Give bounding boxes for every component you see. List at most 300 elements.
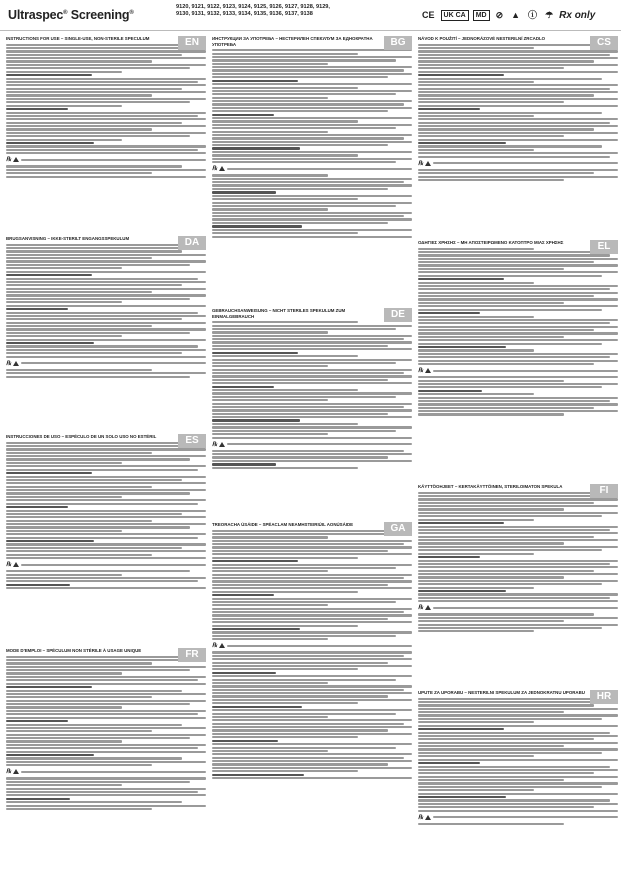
text-line: [212, 392, 412, 394]
text-line: [418, 349, 534, 351]
text-line: [212, 93, 396, 95]
text-line: [6, 176, 206, 178]
section-title: GEBRAUCHSANWEISUNG – NICHT STERILES SPEKULUM ZUM EINMALGEBRAUCH: [212, 308, 346, 319]
text-line: [212, 372, 404, 374]
text-line: [212, 218, 412, 220]
section-fi: [418, 484, 618, 686]
text-line: [6, 713, 198, 715]
text-line: [6, 84, 206, 86]
text-line: [6, 672, 122, 674]
text-line: [6, 335, 122, 337]
text-line: [418, 799, 610, 801]
text-line: [6, 352, 182, 354]
text-line: [6, 520, 152, 522]
text-line: [212, 685, 412, 687]
text-line: [418, 309, 602, 311]
subheading-line: [418, 312, 480, 314]
text-line: [212, 760, 412, 762]
caution-icon: [425, 815, 431, 820]
text-line: [418, 515, 602, 517]
text-line: [418, 176, 618, 178]
text-line: [212, 540, 412, 542]
text-line: [6, 486, 152, 488]
section-de: [212, 308, 412, 518]
text-line: [418, 732, 610, 734]
subheading-line: [6, 342, 94, 344]
text-line: [418, 115, 534, 117]
text-line: [212, 195, 412, 197]
text-line: [212, 66, 412, 68]
text-line: [418, 593, 618, 595]
text-line: [418, 67, 564, 69]
section-en: [6, 36, 206, 232]
text-line: [212, 453, 412, 455]
body-text: [6, 656, 206, 811]
caution-icon: [219, 442, 225, 447]
text-line: [6, 476, 206, 478]
text-line: [418, 752, 602, 754]
text-line: [6, 537, 198, 539]
text-line: [212, 553, 412, 555]
text-line: [212, 188, 388, 190]
subheading-line: [6, 540, 94, 542]
text-line: [6, 543, 206, 545]
text-line: [212, 416, 412, 418]
text-line: [212, 536, 328, 538]
text-line: [6, 125, 206, 127]
text-line: [6, 81, 198, 83]
text-line: [6, 94, 152, 96]
lang-tag: DA: [178, 236, 206, 250]
text-line: [212, 151, 412, 153]
text-line: [418, 94, 594, 96]
refs-line-1: 9120, 9121, 9122, 9123, 9124, 9125, 9126, 9127, 9128, 9129,: [176, 4, 330, 10]
text-line: [212, 205, 396, 207]
text-line: [418, 356, 610, 358]
text-line: [212, 763, 388, 765]
text-line: [418, 526, 618, 528]
text-line: [418, 360, 618, 362]
text-line: [6, 98, 206, 100]
text-line: [418, 782, 618, 784]
text-line: [212, 423, 358, 425]
text-line: [6, 122, 182, 124]
text-line: [6, 149, 198, 151]
text-line: [212, 161, 396, 163]
text-line: [6, 777, 206, 779]
text-line: [6, 57, 206, 59]
text-line: [212, 325, 412, 327]
text-line: [6, 60, 152, 62]
text-line: [212, 73, 412, 75]
body-text: [418, 492, 618, 633]
text-line: [418, 519, 534, 521]
lang-tag: FR: [178, 648, 206, 662]
text-line: [418, 288, 610, 290]
text-line: [418, 329, 594, 331]
text-line: [6, 489, 206, 491]
text-line: [212, 87, 358, 89]
subheading-line: [212, 386, 274, 388]
text-line: [212, 618, 388, 620]
text-line: [212, 682, 328, 684]
text-line: [212, 232, 358, 234]
text-line: [212, 651, 412, 653]
text-line: [418, 560, 618, 562]
text-line: [6, 328, 206, 330]
text-line: [418, 393, 534, 395]
text-line: [227, 443, 412, 445]
registered-mark: ®: [63, 9, 68, 16]
text-line: [212, 154, 358, 156]
subheading-line: [418, 556, 480, 558]
text-line: [418, 505, 618, 507]
caution-row: [212, 441, 412, 448]
text-line: [212, 359, 412, 361]
registered-mark: ®: [129, 9, 134, 16]
text-line: [212, 433, 328, 435]
text-line: [6, 54, 182, 56]
text-line: [6, 580, 198, 582]
text-line: [6, 281, 206, 283]
text-line: [212, 467, 358, 469]
text-line: [6, 250, 182, 252]
text-line: [433, 162, 618, 164]
text-line: [212, 413, 388, 415]
subheading-line: [6, 74, 92, 76]
text-line: [418, 98, 618, 100]
text-line: [418, 502, 594, 504]
text-line: [6, 260, 206, 262]
section-da: [6, 236, 206, 430]
section-cs: [418, 36, 618, 236]
text-line: [6, 115, 198, 117]
text-line: [6, 128, 152, 130]
text-line: [6, 666, 206, 668]
text-line: [6, 244, 198, 246]
subheading-line: [6, 584, 70, 586]
text-line: [21, 564, 206, 566]
text-line: [418, 563, 610, 565]
text-line: [418, 302, 564, 304]
text-line: [212, 591, 358, 593]
text-line: [418, 714, 618, 716]
section-bg: [212, 36, 412, 304]
text-line: [6, 442, 206, 444]
text-line: [418, 251, 618, 253]
text-line: [6, 696, 152, 698]
text-line: [212, 335, 412, 337]
text-line: [6, 499, 206, 501]
rx-icon: ℞: [212, 166, 218, 173]
section-title: ΟΔΗΓΙΕΣ ΧΡΗΣΗΣ – ΜΗ ΑΠΟΣΤΕΙΡΩΜΕΝΟ ΚΑΤΟΠΤΡΟ ΜΙΑΣ ΧΡΗΣΗΣ: [418, 240, 564, 245]
text-line: [418, 600, 618, 602]
text-line: [212, 689, 404, 691]
text-line: [212, 625, 358, 627]
text-line: [6, 700, 206, 702]
text-line: [418, 772, 594, 774]
text-line: [212, 409, 412, 411]
text-line: [418, 179, 564, 181]
rx-icon: ℞: [418, 368, 424, 375]
ce-mark-icon: CE: [422, 9, 435, 20]
text-line: [6, 574, 122, 576]
text-line: [212, 127, 396, 129]
text-line: [6, 808, 152, 810]
text-line: [212, 580, 412, 582]
text-line: [418, 793, 618, 795]
section-title: MODE D'EMPLOI – SPÉCULUM NON STÉRILE À USAGE UNIQUE: [6, 648, 142, 653]
text-line: [212, 729, 388, 731]
text-line: [418, 704, 594, 706]
text-line: [212, 215, 404, 217]
text-line: [418, 101, 564, 103]
text-line: [212, 403, 412, 405]
text-line: [418, 386, 602, 388]
text-line: [418, 803, 618, 805]
text-line: [212, 726, 412, 728]
text-line: [212, 570, 328, 572]
text-line: [212, 174, 328, 176]
text-line: [212, 723, 404, 725]
document-header: [0, 0, 621, 31]
text-line: [6, 91, 206, 93]
text-line: [418, 282, 534, 284]
text-line: [6, 152, 206, 154]
text-line: [6, 550, 206, 552]
text-line: [6, 305, 206, 307]
text-line: [6, 710, 206, 712]
text-line: [212, 713, 396, 715]
text-line: [6, 88, 182, 90]
text-line: [418, 57, 618, 59]
section-title: NÁVOD K POUŽITÍ – JEDNORÁZOVÉ NESTERILNÍ ZRCADLO: [418, 36, 546, 41]
text-line: [6, 703, 190, 705]
text-line: [212, 181, 404, 183]
rx-icon: ℞: [212, 441, 218, 448]
text-line: [418, 542, 564, 544]
text-line: [418, 759, 618, 761]
text-line: [418, 617, 618, 619]
text-line: [212, 53, 358, 55]
text-line: [418, 735, 618, 737]
subheading-line: [418, 346, 506, 348]
text-line: [212, 430, 396, 432]
text-line: [433, 816, 618, 818]
text-line: [212, 635, 396, 637]
subheading-line: [212, 80, 298, 82]
text-line: [418, 627, 602, 629]
text-line: [418, 156, 610, 158]
text-line: [6, 288, 206, 290]
subheading-line: [212, 560, 298, 562]
text-line: [418, 549, 602, 551]
text-line: [6, 169, 206, 171]
text-line: [418, 400, 610, 402]
text-line: [418, 725, 618, 727]
text-line: [6, 764, 152, 766]
text-line: [418, 407, 594, 409]
text-line: [212, 365, 328, 367]
text-line: [212, 574, 412, 576]
subheading-line: [6, 686, 92, 688]
rx-icon: ℞: [418, 814, 424, 821]
text-line: [418, 698, 610, 700]
subheading-line: [212, 225, 302, 227]
subheading-line: [418, 108, 480, 110]
text-line: [212, 736, 358, 738]
text-line: [418, 573, 618, 575]
text-line: [418, 319, 618, 321]
text-line: [418, 718, 602, 720]
text-line: [418, 711, 564, 713]
text-line: [212, 76, 388, 78]
subheading-line: [6, 798, 70, 800]
text-line: [418, 149, 534, 151]
text-line: [418, 745, 564, 747]
text-line: [418, 152, 618, 154]
text-line: [212, 212, 412, 214]
text-line: [418, 268, 564, 270]
text-line: [212, 222, 388, 224]
text-line: [418, 806, 594, 808]
body-text: [212, 49, 412, 238]
subheading-line: [418, 522, 504, 524]
text-line: [6, 332, 190, 334]
text-line: [418, 823, 564, 825]
text-line: [212, 608, 412, 610]
text-line: [212, 777, 412, 779]
text-line: [6, 356, 206, 358]
text-line: [212, 49, 412, 51]
text-line: [6, 513, 182, 515]
text-line: [6, 50, 206, 52]
text-line: [6, 737, 190, 739]
rx-icon: ℞: [418, 605, 424, 612]
text-line: [418, 789, 534, 791]
text-line: [6, 247, 206, 249]
text-line: [6, 312, 198, 314]
text-line: [212, 699, 412, 701]
text-line: [227, 168, 412, 170]
text-line: [418, 254, 610, 256]
section-title: BRUGSANVISNING – IKKE-STERILT ENGANGSSPEKULUM: [6, 236, 130, 241]
text-line: [418, 583, 602, 585]
subheading-line: [212, 147, 300, 149]
lang-tag: HR: [590, 690, 618, 704]
text-line: [6, 656, 182, 658]
caution-row: [6, 156, 206, 163]
text-line: [6, 547, 182, 549]
caution-icon: [13, 769, 19, 774]
subheading-line: [6, 108, 68, 110]
text-line: [418, 769, 618, 771]
text-line: [6, 325, 152, 327]
lang-tag: CS: [590, 36, 618, 50]
text-line: [418, 597, 610, 599]
text-line: [212, 450, 404, 452]
section-title: INSTRUCTIONS FOR USE – SINGLE-USE, NON-STERILE SPECULUM: [6, 36, 150, 41]
text-line: [212, 604, 328, 606]
text-line: [212, 631, 412, 633]
text-line: [418, 779, 564, 781]
subheading-line: [212, 191, 276, 193]
text-line: [6, 751, 206, 753]
text-line: [212, 328, 396, 330]
text-line: [418, 786, 602, 788]
rx-icon: ℞: [6, 157, 12, 164]
text-line: [212, 69, 404, 71]
caution-icon: [425, 161, 431, 166]
text-line: [418, 532, 618, 534]
text-line: [418, 587, 534, 589]
text-line: [21, 362, 206, 364]
text-line: [212, 117, 412, 119]
text-line: [433, 607, 618, 609]
text-line: [6, 145, 206, 147]
caution-row: [6, 561, 206, 568]
text-line: [418, 343, 602, 345]
section-title: UPUTE ZA UPORABU – NESTERILNI SPEKULUM ZA JEDNOKRATNU UPORABU: [418, 690, 585, 695]
subheading-line: [212, 352, 298, 354]
text-line: [212, 184, 412, 186]
subheading-line: [212, 740, 278, 742]
text-line: [418, 397, 618, 399]
text-line: [6, 659, 206, 661]
section-title: ИНСТРУКЦИИ ЗА УПОТРЕБА – НЕСТЕРИЛЕН СПЕКУЛУМ ЗА ЕДНОКРАТНА УПОТРЕБА: [212, 36, 373, 47]
text-line: [418, 139, 618, 141]
text-line: [212, 369, 412, 371]
text-line: [212, 202, 412, 204]
text-line: [6, 662, 152, 664]
text-line: [418, 248, 534, 250]
text-line: [418, 383, 618, 385]
text-line: [212, 733, 412, 735]
text-line: [6, 254, 206, 256]
text-line: [212, 341, 412, 343]
single-use-icon: ⊘: [495, 9, 504, 20]
caution-row: [418, 814, 618, 821]
reference-numbers: [176, 4, 416, 19]
text-line: [418, 336, 564, 338]
text-line: [212, 695, 388, 697]
text-line: [212, 110, 388, 112]
section-title: TREORACHA ÚSÁIDE – SPÉACLAM NEAMHSTEIRIÚIL AONÚSÁIDE: [212, 522, 354, 527]
text-line: [418, 742, 618, 744]
text-line: [418, 105, 618, 107]
text-line: [212, 655, 404, 657]
caution-icon: [219, 166, 225, 171]
subheading-line: [418, 728, 504, 730]
text-line: [212, 158, 412, 160]
text-line: [6, 496, 122, 498]
text-line: [212, 348, 412, 350]
text-line: [6, 727, 206, 729]
text-line: [418, 112, 602, 114]
body-text: [418, 698, 618, 825]
text-line: [418, 512, 618, 514]
lang-tag: BG: [384, 36, 412, 50]
text-line: [212, 97, 328, 99]
caution-icon: [13, 157, 19, 162]
text-line: [418, 776, 618, 778]
text-line: [212, 564, 412, 566]
text-line: [6, 530, 122, 532]
text-line: [418, 624, 618, 626]
text-line: [6, 165, 182, 167]
text-line: [212, 456, 388, 458]
text-line: [6, 132, 206, 134]
